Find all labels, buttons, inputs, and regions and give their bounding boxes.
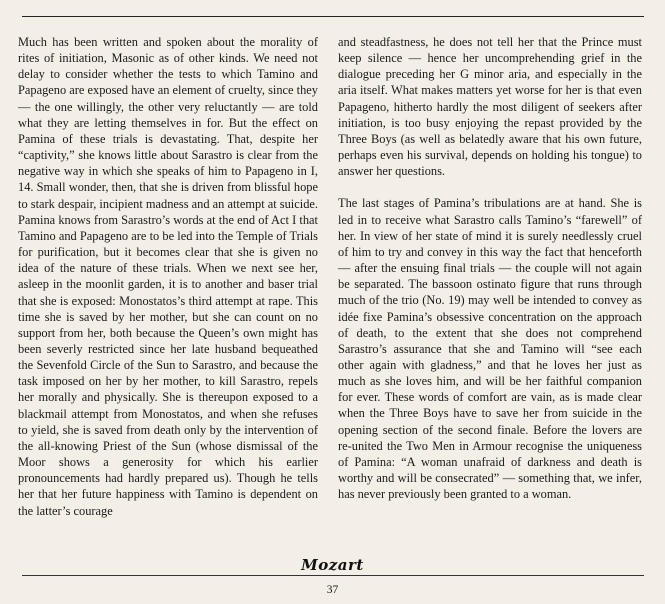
right-paragraph-1: and steadfastness, he does not tell her that the Prince must keep silence — hence her uncomprehending grief in the dialogue preceding her G minor aria, and especially in the aria itself. What makes matters yet worse for her is that even Papageno, hitherto hardly the most diligent of seekers after initiation, is too busy enjoying the repast provided by the Three Boys (as well as belatedly aware that his own future, perhaps even his survival, depends on holding his tongue) to answer her questions. (338, 35, 642, 179)
top-rule (22, 16, 644, 17)
left-paragraph-1: Much has been written and spoken about the morality of rites of initiation, Masonic as of other kinds. We need not delay to consider whether the tests to which Tamino and Papageno are exposed have an element of cruelty, since they — the one willingly, the other very reluctantly — are told what they are letting themselves in for. But the effect on Pamina of these trials is devastating. That, despite her “captivity,” she knows little about Sarastro is clear from the negative way in which she speaks of him to Papageno in I, 14. Small wonder, then, that she is driven from blissful hope to stark despair, incipient madness and an attempt at suicide. Pamina knows from Sarastro’s words at the end of Act I that Tamino and Papageno are to be led into the Temple of Trials for purification, but it becomes clear that she is given no idea of the nature of these trials. When we next see her, asleep in the moonlit garden, it is to another and baser trial that she is exposed: Monostatos’s third attempt at rape. This time she is saved by her mother, but she can count on no support from her, both because the Queen’s own might has been severly restricted since her late husband bequeathed the Sevenfold Circle of the Sun to Sarastro, and because the task imposed on her by her mother, to kill Sarastro, repels her morally and physically. She is thereupon exposed to a blackmail attempt from Monostatos, and when she refuses to yield, she is saved from death only by the intervention of the all-knowing Priest of the Sun (whose dismissal of the Moor shows a generosity for which his earlier pronouncements had hardly prepared us). Though he tells her that her future happiness with Tamino is dependent on the latter’s courage (18, 35, 318, 518)
bottom-rule (22, 575, 644, 576)
right-column (338, 34, 642, 502)
signature-area (0, 556, 665, 575)
mozart-signature: Mozart (301, 556, 364, 574)
page-number: 37 (326, 584, 339, 596)
right-paragraph-2: The last stages of Pamina’s tribulations are at hand. She is led in to receive what Sarastro calls Tamino’s “farewell” of her. In view of her state of mind it is surely needlessly cruel of him to try and convey in this way the fact that henceforth — after the ensuing final trials — the couple will not again be separated. The bassoon ostinato figure that runs through much of the trio (No. 19) may well be intended to convey as idée fixe Pamina’s obsessive concentration on the approach of death, to the extent that she does not comprehend Sarastro’s assurance that she and Tamino will “see each other again with gladness,” and that he loves her just as much as she loves him, and will be her faithful companion for ever. These words of comfort are vain, as is made clear when the Three Boys have to save her from suicide in the opening section of the second finale. Before the lovers are re-united the Two Men in Armour recognise the uniqueness of Pamina: “A woman unafraid of darkness and death is worthy and will be consecrated” — something that, we infer, has never previously been granted to a woman. (338, 196, 642, 502)
left-column (18, 34, 318, 519)
